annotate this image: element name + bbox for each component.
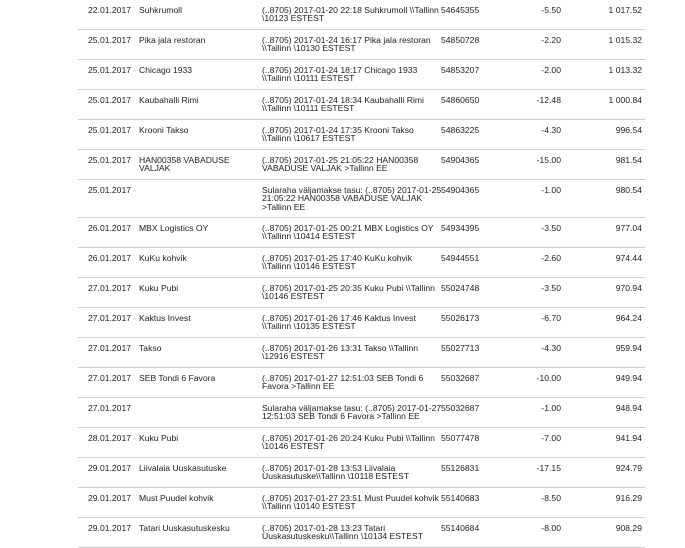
row-description: (..8705) 2017-01-25 20:35 Kuku Pubi \\Tallinn \10146 ESTEST xyxy=(262,283,435,302)
row-reference: 54853207 xyxy=(441,65,480,75)
row-date: 29.01.2017 xyxy=(88,463,132,473)
row-amount: -5.50 xyxy=(541,5,561,15)
row-amount: -12.48 xyxy=(536,95,561,105)
row-reference: 54904365 xyxy=(441,155,480,165)
row-amount: -17.15 xyxy=(536,463,561,473)
row-payee: MBX Logistics OY xyxy=(139,223,209,233)
row-date: 25.01.2017 xyxy=(88,35,132,45)
row-date: 25.01.2017 xyxy=(88,95,132,105)
row-date: 25.01.2017 xyxy=(88,155,132,165)
row-amount: -2.00 xyxy=(541,65,561,75)
row-reference: 55027713 xyxy=(441,343,480,353)
row-date: 27.01.2017 xyxy=(88,373,132,383)
row-reference: 54863225 xyxy=(441,125,480,135)
table-row xyxy=(78,218,645,248)
row-amount: -1.00 xyxy=(541,403,561,413)
table-row xyxy=(78,368,645,398)
row-amount: -4.30 xyxy=(541,125,561,135)
table-row xyxy=(78,488,645,518)
row-amount: -3.50 xyxy=(541,223,561,233)
table-row xyxy=(78,180,645,218)
table-row xyxy=(78,150,645,180)
row-reference: 55077478 xyxy=(441,433,480,443)
row-payee: Pika jala restoran xyxy=(139,35,206,45)
row-payee: SEB Tondi 6 Favora xyxy=(139,373,216,383)
row-amount: -2.20 xyxy=(541,35,561,45)
row-date: 25.01.2017 xyxy=(88,185,132,195)
row-reference: 54944551 xyxy=(441,253,480,263)
row-amount: -8.00 xyxy=(541,523,561,533)
transaction-table xyxy=(78,0,645,548)
table-row xyxy=(78,60,645,90)
row-date: 27.01.2017 xyxy=(88,283,132,293)
row-date: 27.01.2017 xyxy=(88,313,132,323)
row-balance: 970.94 xyxy=(615,283,642,293)
row-payee: Tatari Uuskasutuskesku xyxy=(139,523,230,533)
row-balance: 1 013.32 xyxy=(608,65,642,75)
row-reference: 55140683 xyxy=(441,493,480,503)
row-amount: -6.70 xyxy=(541,313,561,323)
row-payee: Must Puudel kohvik xyxy=(139,493,214,503)
row-description: (..8705) 2017-01-26 20:24 Kuku Pubi \\Tallinn \10146 ESTEST xyxy=(262,433,435,452)
row-payee: Kuku Pubi xyxy=(139,433,179,443)
table-row xyxy=(78,518,645,548)
row-balance: 977.04 xyxy=(615,223,642,233)
row-date: 25.01.2017 xyxy=(88,125,132,135)
table-row xyxy=(78,278,645,308)
row-description: (..8705) 2017-01-28 13:23 Tatari Uuskasutuskesku\\Tallinn \10134 ESTEST xyxy=(262,523,423,542)
row-balance: 974.44 xyxy=(615,253,642,263)
row-amount: -2.60 xyxy=(541,253,561,263)
row-balance: 908.29 xyxy=(615,523,642,533)
row-payee: Krooni Takso xyxy=(139,125,189,135)
row-amount: -7.00 xyxy=(541,433,561,443)
row-date: 29.01.2017 xyxy=(88,523,132,533)
row-amount: -4.30 xyxy=(541,343,561,353)
row-reference: 55140684 xyxy=(441,523,480,533)
row-balance: 981.54 xyxy=(615,155,642,165)
row-reference: 55026173 xyxy=(441,313,480,323)
row-payee: Liivalaia Uuskasutuske xyxy=(139,463,227,473)
row-payee: Suhkrumoll xyxy=(139,5,182,15)
row-reference: 54934395 xyxy=(441,223,480,233)
row-amount: -3.50 xyxy=(541,283,561,293)
row-date: 22.01.2017 xyxy=(88,5,132,15)
row-balance: 948.94 xyxy=(615,403,642,413)
row-reference: 54645355 xyxy=(441,5,480,15)
row-balance: 1 017.52 xyxy=(608,5,642,15)
row-balance: 980.54 xyxy=(615,185,642,195)
row-description: (..8705) 2017-01-24 17:35 Krooni Takso \\Tallinn \10617 ESTEST xyxy=(262,125,414,144)
row-description: (..8705) 2017-01-24 16:17 Pika jala restoran \\Tallinn \10130 ESTEST xyxy=(262,35,431,54)
row-amount: -8.50 xyxy=(541,493,561,503)
row-balance: 949.94 xyxy=(615,373,642,383)
table-row xyxy=(78,30,645,60)
table-row xyxy=(78,428,645,458)
row-payee: Kuku Pubi xyxy=(139,283,179,293)
row-description: (..8705) 2017-01-25 00:21 MBX Logistics OY \\Tallinn \10414 ESTEST xyxy=(262,223,434,242)
table-row xyxy=(78,248,645,278)
row-balance: 1 015.32 xyxy=(608,35,642,45)
row-description: Sularaha väljamakse tasu: (..8705) 2017-01-27 12:51:03 SEB Tondi 6 Favora >Tallinn EE xyxy=(262,403,442,422)
row-reference: 54860650 xyxy=(441,95,480,105)
row-date: 28.01.2017 xyxy=(88,433,132,443)
table-row xyxy=(78,308,645,338)
row-balance: 964.24 xyxy=(615,313,642,323)
row-description: (..8705) 2017-01-27 12:51:03 SEB Tondi 6 Favora >Tallinn EE xyxy=(262,373,424,392)
row-date: 26.01.2017 xyxy=(88,223,132,233)
table-row xyxy=(78,90,645,120)
table-row xyxy=(78,458,645,488)
row-amount: -10.00 xyxy=(536,373,561,383)
row-date: 26.01.2017 xyxy=(88,253,132,263)
row-payee: KuKu kohvik xyxy=(139,253,187,263)
row-payee: Takso xyxy=(139,343,162,353)
row-reference: 54850728 xyxy=(441,35,480,45)
row-balance: 996.54 xyxy=(615,125,642,135)
table-row xyxy=(78,120,645,150)
row-description: (..8705) 2017-01-25 17:40 KuKu kohvik \\Tallinn \10146 ESTEST xyxy=(262,253,413,272)
row-reference: 55126831 xyxy=(441,463,480,473)
row-balance: 1 000.84 xyxy=(608,95,642,105)
row-reference: 55024748 xyxy=(441,283,480,293)
row-description: (..8705) 2017-01-27 23:51 Must Puudel kohvik \\Tallinn \10140 ESTEST xyxy=(262,493,439,512)
table-row xyxy=(78,398,645,428)
row-reference: 55032687 xyxy=(441,373,480,383)
row-description: (..8705) 2017-01-28 13:53 Liivalaia Uuskasutuske\\Tallinn \10118 ESTEST xyxy=(262,463,409,482)
row-description: (..8705) 2017-01-24 18:34 Kaubahalli Rimi \\Tallinn \10111 ESTEST xyxy=(262,95,424,114)
row-reference: 54904365 xyxy=(441,185,480,195)
row-description: (..8705) 2017-01-20 22:18 Suhkrumoll \\Tallinn \10123 ESTEST xyxy=(262,5,439,24)
row-description: (..8705) 2017-01-26 13:31 Takso \\Tallinn \12916 ESTEST xyxy=(262,343,419,362)
row-description: (..8705) 2017-01-25 21:05:22 HAN00358 VABADUSE VALJAK >Tallinn EE xyxy=(262,155,419,174)
table-row xyxy=(78,338,645,368)
row-amount: -15.00 xyxy=(536,155,561,165)
row-balance: 959.94 xyxy=(615,343,642,353)
row-payee: HAN00358 VABADUSE VALJAK xyxy=(139,155,230,174)
table-row xyxy=(78,0,645,30)
row-balance: 916.29 xyxy=(615,493,642,503)
row-payee: Kaktus Invest xyxy=(139,313,191,323)
row-reference: 55032687 xyxy=(441,403,480,413)
row-balance: 924.79 xyxy=(615,463,642,473)
row-payee: Chicago 1933 xyxy=(139,65,193,75)
row-description: Sularaha väljamakse tasu: (..8705) 2017-01-25 21:05:22 HAN00358 VABADUSE VALJAK >Tallinn EE xyxy=(262,185,442,212)
row-description: (..8705) 2017-01-24 18:17 Chicago 1933 \\Tallinn \10111 ESTEST xyxy=(262,65,418,84)
row-balance: 941.94 xyxy=(615,433,642,443)
row-date: 27.01.2017 xyxy=(88,343,132,353)
row-date: 27.01.2017 xyxy=(88,403,132,413)
row-payee: Kaubahalli Rimi xyxy=(139,95,199,105)
row-date: 29.01.2017 xyxy=(88,493,132,503)
row-date: 25.01.2017 xyxy=(88,65,132,75)
row-amount: -1.00 xyxy=(541,185,561,195)
row-description: (..8705) 2017-01-26 17:46 Kaktus Invest \\Tallinn \10135 ESTEST xyxy=(262,313,416,332)
